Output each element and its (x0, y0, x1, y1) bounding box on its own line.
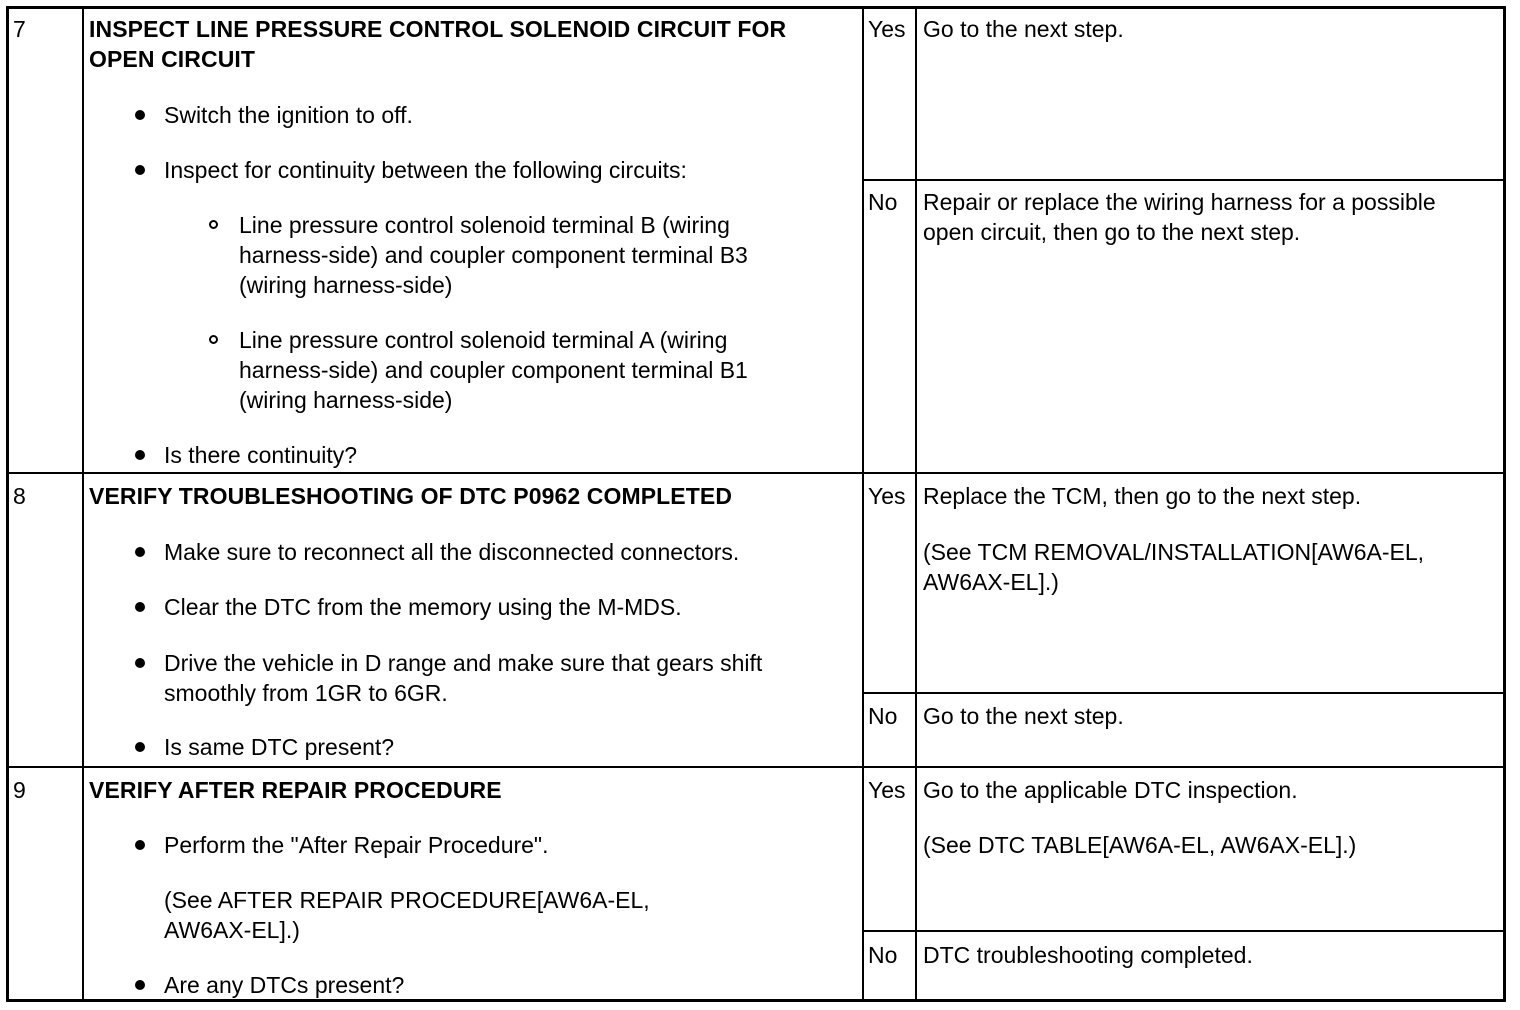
step-number: 8 (13, 483, 26, 509)
step-number: 7 (13, 16, 26, 42)
bullet-icon (135, 602, 145, 612)
no-action: Repair or replace the wiring harness for a possible open circuit, then go to the next step. (923, 189, 1436, 245)
bullet-icon (135, 840, 145, 850)
step-bullet: Switch the ignition to off. (164, 102, 413, 128)
step-bullet: Drive the vehicle in D range and make sure that gears shift smoothly from 1GR to 6GR. (164, 650, 763, 706)
sub-bullet-icon (209, 335, 218, 344)
yes-no-divider-9 (862, 930, 1503, 932)
yes-label: Yes (868, 777, 906, 803)
step-title: VERIFY AFTER REPAIR PROCEDURE (89, 777, 502, 803)
yes-action: Replace the TCM, then go to the next step. (923, 483, 1362, 509)
step-sub-bullet: Line pressure control solenoid terminal A (wiring harness-side) and coupler component terminal B1 (wiring harness-side) (239, 327, 748, 413)
step-sub-bullet: Line pressure control solenoid terminal B (wiring harness-side) and coupler component terminal B3 (wiring harness-side) (239, 212, 748, 298)
step-bullet: Is there continuity? (164, 442, 358, 468)
yes-action: Go to the applicable DTC inspection. (923, 777, 1298, 803)
step-bullet: Make sure to reconnect all the disconnected connectors. (164, 539, 740, 565)
troubleshooting-table (6, 6, 1506, 1002)
yes-label: Yes (868, 483, 906, 509)
column-divider-result (915, 9, 917, 999)
bullet-icon (135, 742, 145, 752)
bullet-icon (135, 450, 145, 460)
step-bullet: Are any DTCs present? (164, 972, 405, 998)
step-bullet: Inspect for continuity between the following circuits: (164, 157, 687, 183)
bullet-icon (135, 110, 145, 120)
yes-label: Yes (868, 16, 906, 42)
yes-reference: (See DTC TABLE[AW6A-EL, AW6AX-EL].) (923, 832, 1357, 858)
bullet-icon (135, 547, 145, 557)
yes-no-divider-7 (862, 179, 1503, 181)
row-divider-8-9 (9, 766, 1503, 768)
no-action: DTC troubleshooting completed. (923, 942, 1253, 968)
step-title: VERIFY TROUBLESHOOTING OF DTC P0962 COMPLETED (89, 483, 733, 509)
bullet-icon (135, 980, 145, 990)
yes-reference: (See TCM REMOVAL/INSTALLATION[AW6A-EL, AW6AX-EL].) (923, 539, 1425, 595)
row-divider-7-8 (9, 472, 1503, 474)
no-label: No (868, 189, 898, 215)
bullet-icon (135, 165, 145, 175)
no-label: No (868, 942, 898, 968)
step-bullet: Clear the DTC from the memory using the M-MDS. (164, 594, 682, 620)
column-divider-step (82, 9, 84, 999)
no-action: Go to the next step. (923, 703, 1124, 729)
yes-no-divider-8 (862, 692, 1503, 694)
step-title: INSPECT LINE PRESSURE CONTROL SOLENOID CIRCUIT FOR OPEN CIRCUIT (89, 16, 787, 72)
step-note: (See AFTER REPAIR PROCEDURE[AW6A-EL, AW6AX-EL].) (164, 887, 650, 943)
bullet-icon (135, 658, 145, 668)
column-divider-yesno (862, 9, 864, 999)
yes-action: Go to the next step. (923, 16, 1124, 42)
step-bullet: Is same DTC present? (164, 734, 395, 760)
step-number: 9 (13, 777, 26, 803)
sub-bullet-icon (209, 220, 218, 229)
no-label: No (868, 703, 898, 729)
step-bullet: Perform the "After Repair Procedure". (164, 832, 549, 858)
